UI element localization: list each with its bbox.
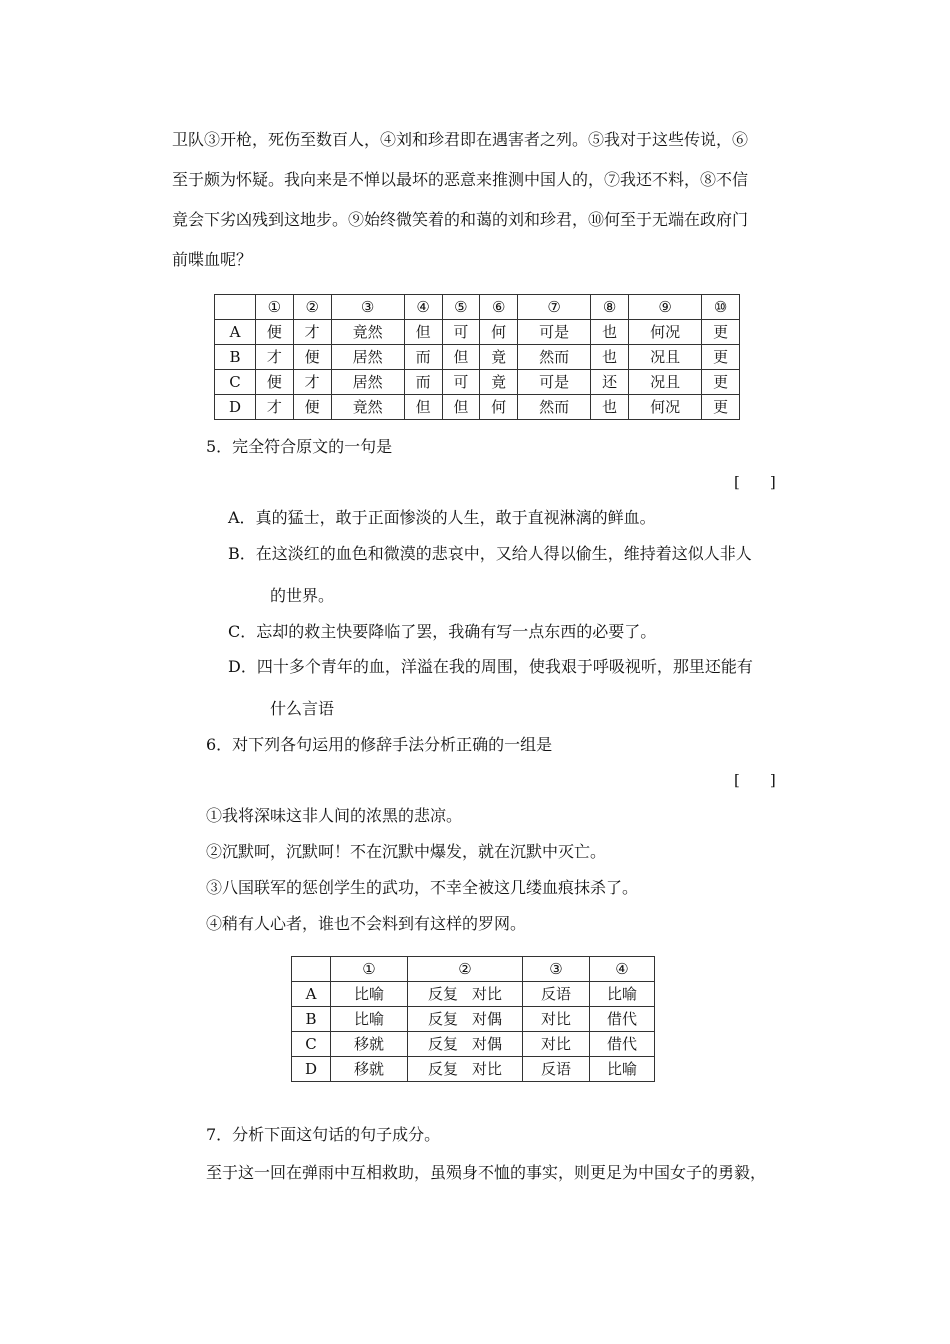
table-cell: 然而 <box>518 345 591 370</box>
table-cell: 竟然 <box>331 395 404 420</box>
question-stem: 6．对下列各句运用的修辞手法分析正确的一组是 <box>206 735 553 754</box>
option-text: 在这淡红的血色和微漠的悲哀中，又给人得以偷生，维持着这似人非人 <box>255 544 752 563</box>
passage-line: 至于颇为怀疑。我向来是不惮以最坏的恶意来推测中国人的，⑦我还不料，⑧不信 <box>172 170 749 189</box>
table-row <box>215 395 740 420</box>
option-text: 真的猛士，敢于正面惨淡的人生，敢于直视淋漓的鲜血。 <box>255 508 656 527</box>
table-row <box>215 370 740 395</box>
table-cell: ⑤ <box>442 295 480 320</box>
table-cell: 居然 <box>331 370 404 395</box>
option-a <box>228 508 656 528</box>
cell-term: 对偶 <box>472 1035 503 1053</box>
table-row <box>292 982 655 1007</box>
table-cell <box>408 982 523 1007</box>
table-cell: ⑥ <box>480 295 518 320</box>
table-cell: 移就 <box>331 1032 408 1057</box>
option-b-continuation: 的世界。 <box>270 586 335 605</box>
table-cell: 才 <box>256 395 294 420</box>
table-cell: 比喻 <box>590 982 655 1007</box>
table-cell: 而 <box>404 370 442 395</box>
option-letter: A． <box>228 508 256 527</box>
option-b <box>228 544 752 564</box>
cell-term: 对偶 <box>472 1010 503 1028</box>
rhetoric-sentence: ①我将深味这非人间的浓黑的悲凉。 <box>206 806 463 825</box>
table-cell: 何况 <box>629 320 702 345</box>
table-cell: 况且 <box>629 345 702 370</box>
table-cell: ③ <box>331 295 404 320</box>
table-cell <box>215 295 256 320</box>
cell-term: 对比 <box>472 1060 503 1078</box>
table-cell: 便 <box>256 370 294 395</box>
table-cell: 然而 <box>518 395 591 420</box>
table-cell: 可是 <box>518 370 591 395</box>
table-cell: 但 <box>442 395 480 420</box>
passage-line: 卫队③开枪，死伤至数百人，④刘和珍君即在遇害者之列。⑤我对于这些传说，⑥ <box>172 130 749 149</box>
option-text: 四十多个青年的血，洋溢在我的周围，使我艰于呼吸视听，那里还能有 <box>256 657 753 676</box>
table-cell: 况且 <box>629 370 702 395</box>
table-cell: ① <box>331 957 408 982</box>
rhetoric-table <box>291 956 655 1082</box>
table-row <box>292 1007 655 1032</box>
table-row <box>215 345 740 370</box>
table-row <box>292 1032 655 1057</box>
table-cell: 对比 <box>523 1032 590 1057</box>
table-cell <box>408 1032 523 1057</box>
option-c <box>228 622 656 642</box>
table-cell: 才 <box>256 345 294 370</box>
option-letter: C． <box>228 622 257 641</box>
table-cell: B <box>292 1007 331 1032</box>
table-cell: B <box>215 345 256 370</box>
table-cell: 何况 <box>629 395 702 420</box>
table-cell: 可 <box>442 370 480 395</box>
table-cell <box>292 957 331 982</box>
question-stem: 5．完全符合原文的一句是 <box>206 437 393 456</box>
table-cell: 竟 <box>480 345 518 370</box>
table-cell: 对比 <box>523 1007 590 1032</box>
rhetoric-sentence: ④稍有人心者，谁也不会料到有这样的罗网。 <box>206 914 527 933</box>
table-cell: 可 <box>442 320 480 345</box>
cell-term: 反复 <box>427 985 458 1003</box>
table-cell: 也 <box>591 395 629 420</box>
table-cell: 也 <box>591 345 629 370</box>
table-cell: ④ <box>404 295 442 320</box>
table-cell: 比喻 <box>590 1057 655 1082</box>
analysis-sentence: 至于这一回在弹雨中互相救助，虽殒身不恤的事实，则更足为中国女子的勇毅， <box>206 1163 767 1182</box>
table-cell: 便 <box>293 345 331 370</box>
table-cell: 便 <box>256 320 294 345</box>
table-cell: 借代 <box>590 1032 655 1057</box>
option-d-continuation: 什么言语 <box>270 699 335 718</box>
table-cell: C <box>292 1032 331 1057</box>
option-d <box>228 657 753 677</box>
table-cell: 何 <box>480 320 518 345</box>
rhetoric-sentence: ③八国联军的惩创学生的武功，不幸全被这几缕血痕抹杀了。 <box>206 878 639 897</box>
table-cell: 竟 <box>480 370 518 395</box>
table-cell: 但 <box>404 320 442 345</box>
table-cell: A <box>215 320 256 345</box>
table-cell: D <box>215 395 256 420</box>
table-cell: 移就 <box>331 1057 408 1082</box>
table-cell <box>408 1007 523 1032</box>
table-cell: 借代 <box>590 1007 655 1032</box>
table-cell: ⑧ <box>591 295 629 320</box>
table-cell: 更 <box>702 395 740 420</box>
passage-line: 前喋血呢？ <box>172 250 253 269</box>
table-cell: ④ <box>590 957 655 982</box>
table-cell: C <box>215 370 256 395</box>
table-cell: 竟然 <box>331 320 404 345</box>
answer-bracket: [ ] <box>734 473 776 491</box>
table-row <box>292 1057 655 1082</box>
table-cell: 何 <box>480 395 518 420</box>
table-cell <box>408 1057 523 1082</box>
table-cell: ② <box>408 957 523 982</box>
passage-line: 竟会下劣凶残到这地步。⑨始终微笑着的和蔼的刘和珍君，⑩何至于无端在政府门 <box>172 210 749 229</box>
table-cell: 可是 <box>518 320 591 345</box>
table-cell: 更 <box>702 370 740 395</box>
option-text: 忘却的救主快要降临了罢，我确有写一点东西的必要了。 <box>256 622 657 641</box>
table-cell: 而 <box>404 345 442 370</box>
table-cell: 比喻 <box>331 1007 408 1032</box>
table-cell: 但 <box>442 345 480 370</box>
table-cell: ① <box>256 295 294 320</box>
table-cell: 也 <box>591 320 629 345</box>
table-cell: 居然 <box>331 345 404 370</box>
table-cell: A <box>292 982 331 1007</box>
answer-bracket: [ ] <box>734 771 776 789</box>
table-cell: 比喻 <box>331 982 408 1007</box>
cell-term: 反复 <box>427 1035 458 1053</box>
table-cell: 才 <box>293 320 331 345</box>
table-cell: 便 <box>293 395 331 420</box>
table-cell: 但 <box>404 395 442 420</box>
table-cell: ③ <box>523 957 590 982</box>
cell-term: 反复 <box>427 1010 458 1028</box>
table-cell: 更 <box>702 345 740 370</box>
table-cell: 更 <box>702 320 740 345</box>
cell-term: 反复 <box>427 1060 458 1078</box>
rhetoric-sentence: ②沉默呵，沉默呵！不在沉默中爆发，就在沉默中灭亡。 <box>206 842 607 861</box>
question-stem: 7．分析下面这句话的句子成分。 <box>206 1125 441 1144</box>
table-cell: D <box>292 1057 331 1082</box>
table-cell: ② <box>293 295 331 320</box>
table-cell: 反语 <box>523 1057 590 1082</box>
table-cell: 才 <box>293 370 331 395</box>
option-letter: B． <box>228 544 256 563</box>
option-letter: D． <box>228 657 257 676</box>
table-cell: 反语 <box>523 982 590 1007</box>
table-cell: ⑩ <box>702 295 740 320</box>
table-cell: 还 <box>591 370 629 395</box>
word-choice-table <box>214 294 740 420</box>
table-header-row <box>292 957 655 982</box>
table-cell: ⑨ <box>629 295 702 320</box>
table-cell: ⑦ <box>518 295 591 320</box>
cell-term: 对比 <box>472 985 503 1003</box>
table-header-row <box>215 295 740 320</box>
table-row <box>215 320 740 345</box>
